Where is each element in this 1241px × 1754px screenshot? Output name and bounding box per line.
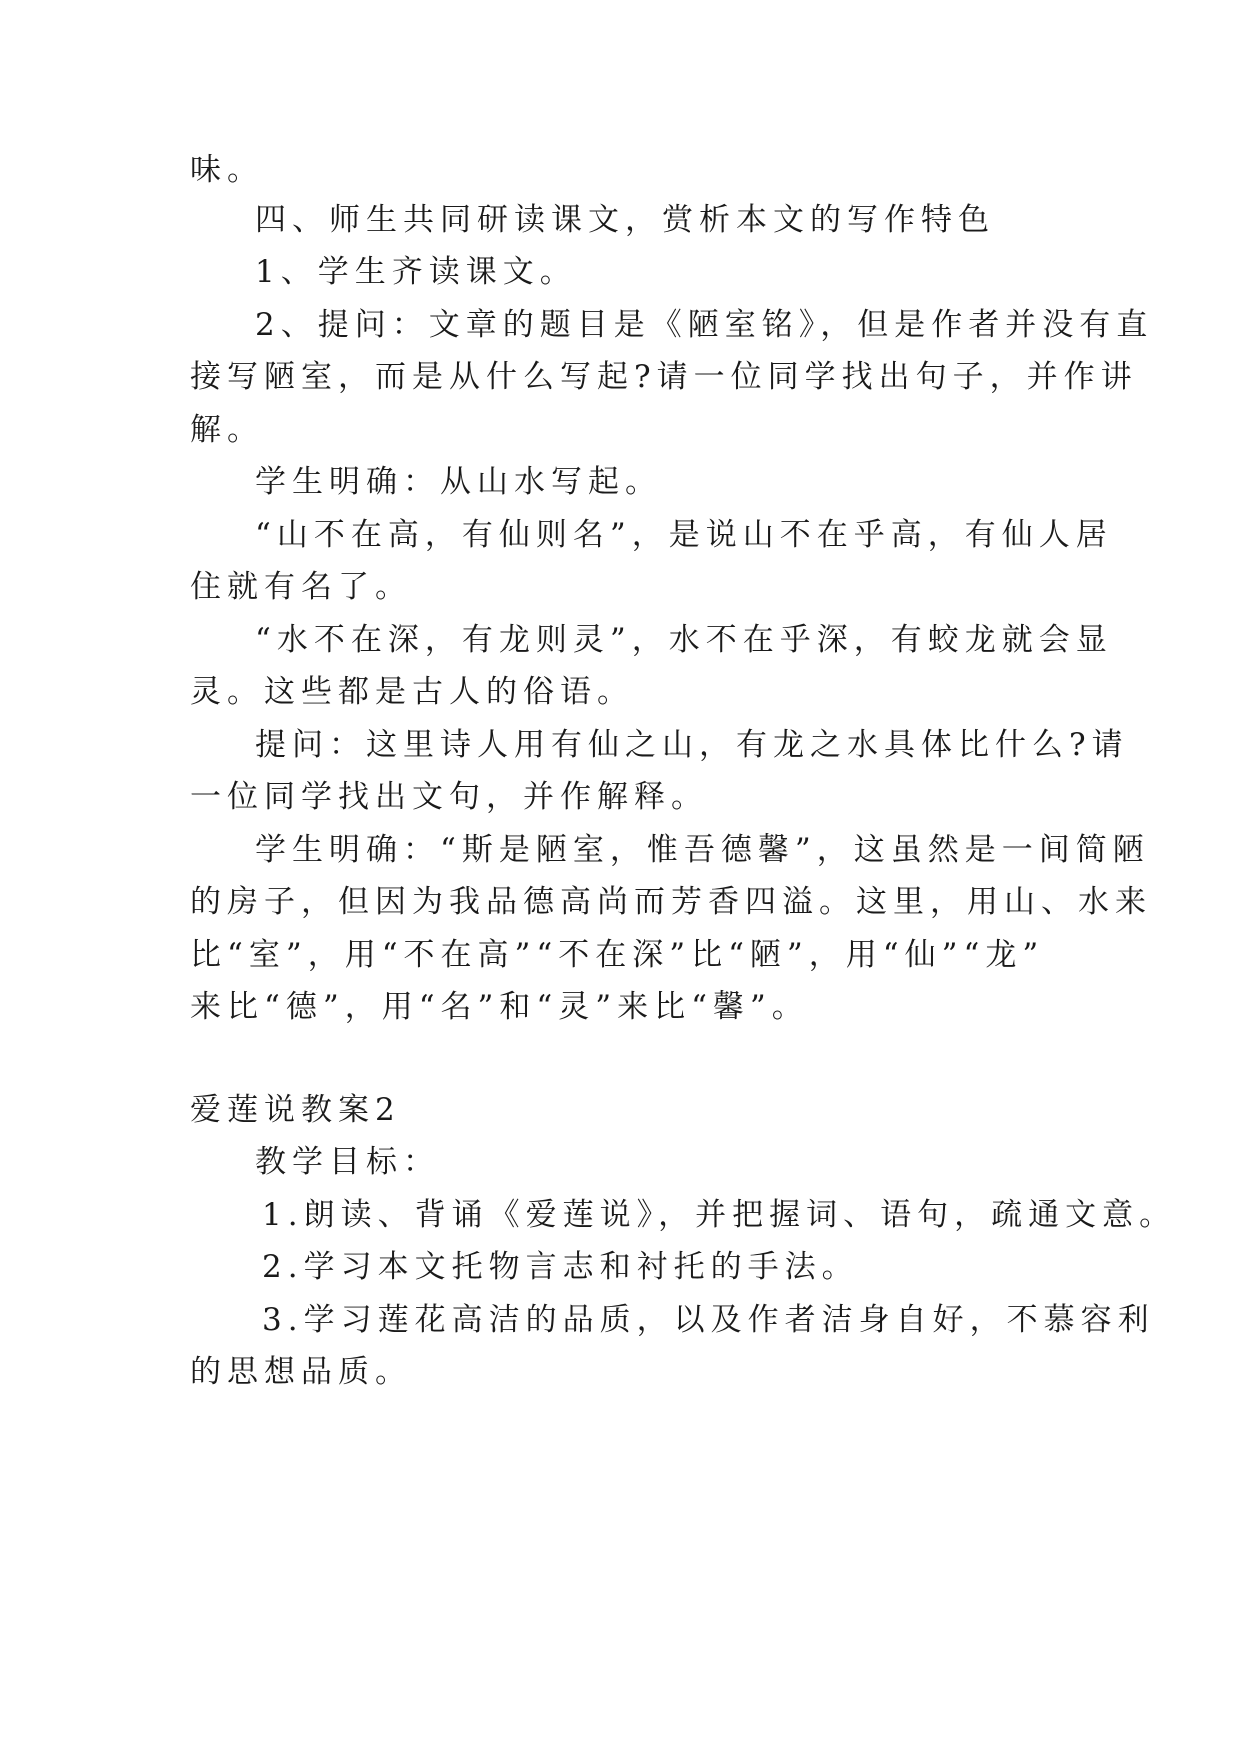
text-line: 解。 bbox=[190, 412, 264, 448]
text-line: “山不在高，有仙则名”，是说山不在乎高，有仙人居 bbox=[255, 517, 1113, 553]
text-line: 学生明确：“斯是陋室，惟吾德馨”，这虽然是一间简陋 bbox=[255, 832, 1150, 868]
text-line: 一位同学找出文句，并作解释。 bbox=[190, 779, 708, 815]
text-line: 3.学习莲花高洁的品质，以及作者洁身自好，不慕容利 bbox=[262, 1302, 1155, 1338]
text-line: 的房子，但因为我品德高尚而芳香四溢。这里，用山、水来 bbox=[190, 884, 1152, 920]
text-line: 提问：这里诗人用有仙之山，有龙之水具体比什么?请 bbox=[255, 727, 1129, 763]
text-line: 1.朗读、背诵《爱莲说》，并把握词、语句，疏通文意。 bbox=[262, 1197, 1177, 1233]
text-line: 接写陋室，而是从什么写起?请一位同学找出句子，并作讲 bbox=[190, 359, 1138, 395]
text-line: 四、师生共同研读课文，赏析本文的写作特色 bbox=[255, 202, 995, 238]
text-line: 味。 bbox=[190, 152, 264, 188]
text-line: 学生明确：从山水写起。 bbox=[255, 464, 662, 500]
text-line: 的思想品质。 bbox=[190, 1354, 412, 1390]
text-line: “水不在深，有龙则灵”，水不在乎深，有蛟龙就会显 bbox=[255, 622, 1113, 658]
section-heading: 爱莲说教案2 bbox=[190, 1092, 401, 1128]
text-line: 来比“德”，用“名”和“灵”来比“馨”。 bbox=[190, 989, 809, 1025]
text-line: 住就有名了。 bbox=[190, 569, 412, 605]
text-line: 2、提问：文章的题目是《陋室铭》，但是作者并没有直 bbox=[255, 307, 1154, 343]
text-line: 灵。这些都是古人的俗语。 bbox=[190, 674, 634, 710]
text-line: 教学目标： bbox=[255, 1144, 440, 1180]
text-line: 2.学习本文托物言志和衬托的手法。 bbox=[262, 1249, 859, 1285]
text-line: 比“室”，用“不在高”“不在深”比“陋”，用“仙”“龙” bbox=[190, 937, 1045, 973]
text-line: 1、学生齐读课文。 bbox=[255, 254, 577, 290]
